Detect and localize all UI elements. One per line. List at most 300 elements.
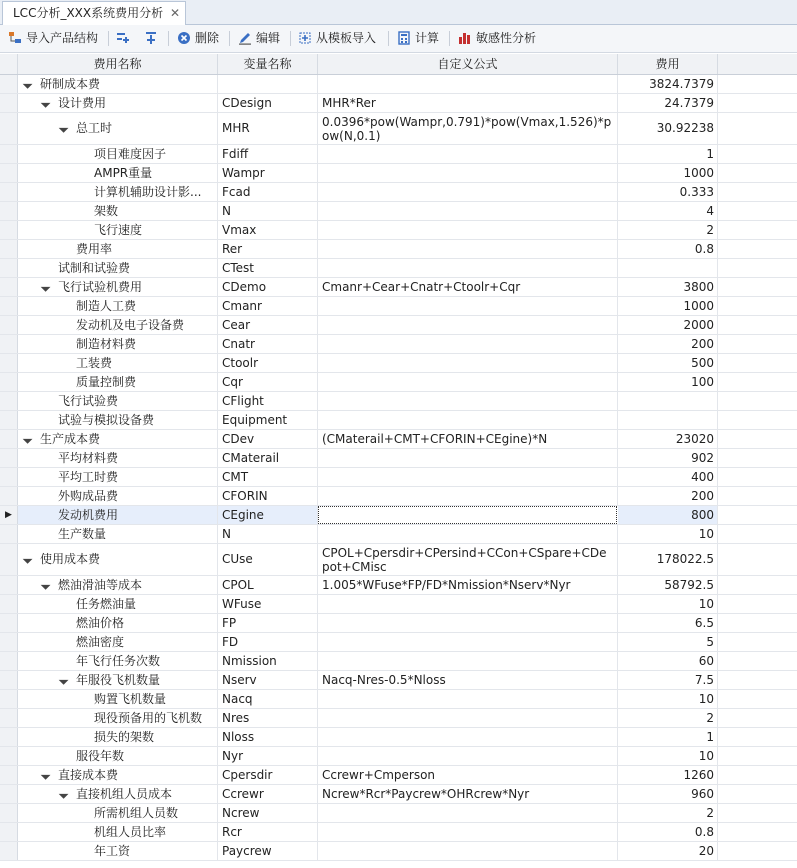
table-row[interactable]	[0, 278, 797, 297]
cell-cost-value[interactable]	[618, 221, 718, 239]
header-cost[interactable]: 费用	[618, 54, 718, 74]
cell-variable-name[interactable]	[218, 113, 318, 144]
cell-cost-name[interactable]	[18, 113, 218, 144]
cell-formula[interactable]	[318, 766, 618, 784]
cell-cost-name[interactable]	[18, 430, 218, 448]
table-row[interactable]	[0, 823, 797, 842]
cell-cost-name[interactable]	[18, 373, 218, 391]
cell-variable-name[interactable]	[218, 842, 318, 860]
table-row[interactable]	[0, 297, 797, 316]
collapse-arrow-icon[interactable]: ◢	[39, 769, 52, 782]
cell-cost-name[interactable]	[18, 766, 218, 784]
cell-cost-value[interactable]	[618, 183, 718, 201]
cell-formula[interactable]	[318, 671, 618, 689]
cell-cost-name[interactable]	[18, 614, 218, 632]
collapse-arrow-icon[interactable]: ◢	[57, 788, 70, 801]
cell-variable-name[interactable]	[218, 145, 318, 163]
table-row[interactable]	[0, 614, 797, 633]
cell-formula[interactable]	[318, 316, 618, 334]
import-template-button[interactable]: 从模板导入	[298, 29, 376, 48]
cell-cost-value[interactable]	[618, 525, 718, 543]
table-row[interactable]	[0, 145, 797, 164]
cell-cost-name[interactable]	[18, 202, 218, 220]
row-indicator[interactable]	[0, 164, 18, 182]
cell-cost-value[interactable]	[618, 468, 718, 486]
header-formula[interactable]: 自定义公式	[318, 54, 618, 74]
row-indicator[interactable]	[0, 145, 18, 163]
cell-cost-value[interactable]	[618, 671, 718, 689]
row-indicator[interactable]	[0, 75, 18, 93]
cell-cost-value[interactable]	[618, 430, 718, 448]
cell-cost-value[interactable]	[618, 785, 718, 803]
row-indicator[interactable]	[0, 411, 18, 429]
cell-formula[interactable]	[318, 747, 618, 765]
row-indicator[interactable]	[0, 633, 18, 651]
row-indicator[interactable]	[0, 823, 18, 841]
cell-cost-name[interactable]	[18, 506, 218, 524]
cell-cost-value[interactable]	[618, 316, 718, 334]
add-sibling-button[interactable]	[144, 29, 162, 48]
cell-variable-name[interactable]	[218, 373, 318, 391]
formula-text: 0.0396*pow(Wampr,0.791)*pow(Vmax,1.526)*pow(N,0.1)	[322, 115, 612, 143]
cell-variable-name[interactable]	[218, 804, 318, 822]
cell-cost-value[interactable]	[618, 240, 718, 258]
row-indicator[interactable]	[0, 240, 18, 258]
cell-cost-value[interactable]	[618, 354, 718, 372]
cell-formula[interactable]	[318, 240, 618, 258]
cost-value-text: 200	[691, 489, 714, 503]
variable-name-text: Paycrew	[222, 844, 272, 858]
cell-variable-name[interactable]	[218, 392, 318, 410]
cell-formula[interactable]	[318, 94, 618, 112]
cost-name-text: 年工资	[94, 844, 131, 858]
cell-variable-name[interactable]	[218, 766, 318, 784]
cell-cost-name[interactable]	[18, 94, 218, 112]
table-row[interactable]	[0, 373, 797, 392]
variable-name-text: CFlight	[222, 394, 264, 408]
table-row[interactable]	[0, 842, 797, 861]
row-indicator[interactable]	[0, 335, 18, 353]
cell-cost-name[interactable]	[18, 316, 218, 334]
cell-formula[interactable]	[318, 297, 618, 315]
cell-variable-name[interactable]	[218, 525, 318, 543]
cell-cost-value[interactable]	[618, 145, 718, 163]
cell-formula[interactable]	[318, 842, 618, 860]
cell-cost-name[interactable]	[18, 354, 218, 372]
table-row[interactable]	[0, 335, 797, 354]
cell-cost-name[interactable]	[18, 468, 218, 486]
collapse-arrow-icon[interactable]: ◢	[39, 281, 52, 294]
cost-name-text: 机组人员比率	[94, 825, 167, 839]
header-variable-name[interactable]: 变量名称	[218, 54, 318, 74]
table-row[interactable]	[0, 785, 797, 804]
table-row[interactable]	[0, 652, 797, 671]
cell-formula[interactable]	[318, 221, 618, 239]
cell-variable-name[interactable]	[218, 576, 318, 594]
row-indicator[interactable]	[0, 652, 18, 670]
cell-formula[interactable]	[318, 449, 618, 467]
collapse-arrow-icon[interactable]: ◢	[57, 122, 70, 135]
cost-tree-grid	[0, 54, 797, 868]
cost-value-text: 10	[698, 692, 714, 706]
cost-name-text: 发动机及电子设备费	[76, 318, 185, 332]
cell-cost-value[interactable]	[618, 75, 718, 93]
cell-formula[interactable]	[318, 544, 618, 575]
table-row[interactable]	[0, 240, 797, 259]
cell-cost-name[interactable]	[18, 747, 218, 765]
cell-cost-value[interactable]	[618, 544, 718, 575]
row-indicator[interactable]	[0, 468, 18, 486]
cell-formula[interactable]	[318, 804, 618, 822]
cell-cost-name[interactable]	[18, 804, 218, 822]
cell-cost-value[interactable]	[618, 113, 718, 144]
cell-variable-name[interactable]	[218, 614, 318, 632]
cost-name-text: 损失的架数	[94, 730, 155, 744]
variable-name-text: Fcad	[222, 185, 251, 199]
cell-cost-name[interactable]	[18, 633, 218, 651]
cell-variable-name[interactable]	[218, 487, 318, 505]
table-row[interactable]	[0, 468, 797, 487]
row-indicator[interactable]	[0, 671, 18, 689]
cell-cost-name[interactable]	[18, 335, 218, 353]
cell-variable-name[interactable]	[218, 430, 318, 448]
formula-text: CPOL+Cpersdir+CPersind+CCon+CSpare+CDepot+CMisc	[322, 546, 607, 574]
row-indicator[interactable]	[0, 183, 18, 201]
calculate-button[interactable]: 计算	[397, 29, 439, 48]
cell-variable-name[interactable]	[218, 785, 318, 803]
cell-formula[interactable]	[318, 259, 618, 277]
cell-cost-name[interactable]	[18, 487, 218, 505]
cell-cost-value[interactable]	[618, 804, 718, 822]
cell-cost-name[interactable]	[18, 75, 218, 93]
cell-cost-value[interactable]	[618, 823, 718, 841]
cell-formula[interactable]	[318, 785, 618, 803]
cell-variable-name[interactable]	[218, 164, 318, 182]
cell-formula[interactable]	[318, 430, 618, 448]
cell-formula[interactable]	[318, 823, 618, 841]
row-indicator[interactable]	[0, 747, 18, 765]
table-row[interactable]	[0, 747, 797, 766]
cost-value-text: 100	[691, 375, 714, 389]
cell-cost-name[interactable]	[18, 709, 218, 727]
cell-variable-name[interactable]	[218, 652, 318, 670]
cell-formula[interactable]	[318, 183, 618, 201]
table-row[interactable]	[0, 183, 797, 202]
row-indicator[interactable]	[0, 842, 18, 860]
cell-variable-name[interactable]	[218, 747, 318, 765]
table-row[interactable]	[0, 576, 797, 595]
cost-name-text: 所需机组人员数	[94, 806, 179, 820]
cell-variable-name[interactable]	[218, 221, 318, 239]
cell-cost-value[interactable]	[618, 335, 718, 353]
row-indicator[interactable]	[0, 278, 18, 296]
cell-cost-name[interactable]	[18, 164, 218, 182]
cell-cost-name[interactable]	[18, 183, 218, 201]
cell-cost-name[interactable]	[18, 823, 218, 841]
cell-formula[interactable]	[318, 75, 618, 93]
cell-variable-name[interactable]	[218, 297, 318, 315]
cell-cost-name[interactable]	[18, 842, 218, 860]
cost-value-text: 58792.5	[664, 578, 714, 592]
cell-variable-name[interactable]	[218, 316, 318, 334]
cost-value-text: 3800	[683, 280, 714, 294]
cell-formula[interactable]	[318, 354, 618, 372]
cell-variable-name[interactable]	[218, 278, 318, 296]
sensitivity-analysis-button[interactable]: 敏感性分析	[458, 29, 536, 48]
row-indicator[interactable]	[0, 690, 18, 708]
row-indicator[interactable]	[0, 595, 18, 613]
cell-variable-name[interactable]	[218, 75, 318, 93]
table-row[interactable]	[0, 690, 797, 709]
cell-variable-name[interactable]	[218, 506, 318, 524]
table-row[interactable]	[0, 709, 797, 728]
table-row[interactable]	[0, 766, 797, 785]
cell-cost-value[interactable]	[618, 411, 718, 429]
table-row[interactable]	[0, 164, 797, 183]
cell-formula[interactable]	[318, 633, 618, 651]
cell-formula[interactable]	[318, 690, 618, 708]
cell-cost-value[interactable]	[618, 595, 718, 613]
cell-formula[interactable]	[318, 468, 618, 486]
table-row[interactable]	[0, 671, 797, 690]
cell-cost-value[interactable]	[618, 449, 718, 467]
table-row[interactable]	[0, 506, 797, 525]
cell-variable-name[interactable]	[218, 240, 318, 258]
cost-value-text: 1260	[683, 768, 714, 782]
cell-formula[interactable]	[318, 506, 617, 524]
cell-cost-value[interactable]	[618, 652, 718, 670]
row-indicator[interactable]	[0, 614, 18, 632]
table-row[interactable]	[0, 804, 797, 823]
cost-name-text: 直接机组人员成本	[76, 787, 173, 801]
cost-value-text: 2	[706, 711, 714, 725]
row-indicator[interactable]	[0, 392, 18, 410]
cell-cost-value[interactable]	[618, 278, 718, 296]
cell-cost-value[interactable]	[618, 506, 718, 524]
cell-formula[interactable]	[318, 373, 618, 391]
cell-cost-name[interactable]	[18, 297, 218, 315]
cell-formula[interactable]	[318, 525, 618, 543]
row-indicator[interactable]	[0, 202, 18, 220]
row-indicator[interactable]	[0, 576, 18, 594]
cell-cost-name[interactable]	[18, 728, 218, 746]
row-indicator[interactable]	[0, 766, 18, 784]
table-row[interactable]	[0, 544, 797, 576]
formula-text: 1.005*WFuse*FP/FD*Nmission*Nserv*Nyr	[322, 578, 571, 592]
cost-value-text: 20	[698, 844, 714, 858]
cell-formula[interactable]	[318, 335, 618, 353]
row-indicator[interactable]	[0, 113, 18, 144]
row-indicator[interactable]	[0, 785, 18, 803]
cell-cost-value[interactable]	[618, 709, 718, 727]
cell-variable-name[interactable]	[218, 183, 318, 201]
table-row[interactable]	[0, 595, 797, 614]
row-indicator[interactable]	[0, 221, 18, 239]
header-cost-name[interactable]: 费用名称	[18, 54, 218, 74]
cost-value-text: 500	[691, 356, 714, 370]
cell-cost-value[interactable]	[618, 842, 718, 860]
table-row[interactable]	[0, 411, 797, 430]
cell-formula[interactable]	[318, 728, 618, 746]
edit-button[interactable]: 编辑	[238, 29, 280, 48]
cell-cost-value[interactable]	[618, 297, 718, 315]
cell-cost-value[interactable]	[618, 373, 718, 391]
table-row[interactable]	[0, 392, 797, 411]
table-row[interactable]	[0, 259, 797, 278]
cell-variable-name[interactable]	[218, 449, 318, 467]
cell-cost-value[interactable]	[618, 728, 718, 746]
cell-formula[interactable]	[318, 202, 618, 220]
cell-formula[interactable]	[318, 392, 618, 410]
separator	[449, 31, 450, 46]
row-indicator[interactable]	[0, 430, 18, 448]
table-row[interactable]	[0, 728, 797, 747]
collapse-arrow-icon[interactable]: ◢	[39, 579, 52, 592]
collapse-arrow-icon[interactable]: ◢	[21, 433, 34, 446]
table-row[interactable]	[0, 113, 797, 145]
collapse-arrow-icon[interactable]: ◢	[21, 553, 34, 566]
cell-cost-value[interactable]	[618, 633, 718, 651]
cell-cost-name[interactable]	[18, 278, 218, 296]
cell-cost-name[interactable]	[18, 785, 218, 803]
cell-variable-name[interactable]	[218, 354, 318, 372]
row-indicator[interactable]	[0, 373, 18, 391]
cell-formula[interactable]	[318, 614, 618, 632]
table-row[interactable]	[0, 633, 797, 652]
row-indicator[interactable]	[0, 728, 18, 746]
cell-variable-name[interactable]	[218, 633, 318, 651]
cell-formula[interactable]	[318, 113, 618, 144]
cell-variable-name[interactable]	[218, 411, 318, 429]
cell-cost-name[interactable]	[18, 652, 218, 670]
row-indicator[interactable]	[0, 525, 18, 543]
cell-variable-name[interactable]	[218, 468, 318, 486]
row-indicator[interactable]	[0, 316, 18, 334]
table-row[interactable]	[0, 430, 797, 449]
cell-variable-name[interactable]	[218, 544, 318, 575]
table-row[interactable]	[0, 354, 797, 373]
cell-cost-name[interactable]	[18, 221, 218, 239]
cell-formula[interactable]	[318, 411, 618, 429]
row-indicator[interactable]	[0, 544, 18, 575]
variable-name-text: FD	[222, 635, 239, 649]
cell-cost-value[interactable]	[618, 766, 718, 784]
variable-name-text: Cqr	[222, 375, 243, 389]
cell-cost-name[interactable]	[18, 259, 218, 277]
cell-cost-name[interactable]	[18, 525, 218, 543]
collapse-arrow-icon[interactable]: ◢	[39, 97, 52, 110]
variable-name-text: CEgine	[222, 508, 264, 522]
cell-formula[interactable]	[318, 709, 618, 727]
add-child-button[interactable]	[116, 29, 134, 48]
table-row[interactable]	[0, 221, 797, 240]
cell-cost-value[interactable]	[618, 202, 718, 220]
cost-name-text: 年服役飞机数量	[76, 673, 161, 687]
cost-value-text: 4	[706, 204, 714, 218]
close-icon[interactable]: ✕	[170, 6, 181, 20]
row-indicator[interactable]	[0, 449, 18, 467]
cell-cost-name[interactable]	[18, 145, 218, 163]
table-row[interactable]	[0, 94, 797, 113]
cell-variable-name[interactable]	[218, 690, 318, 708]
table-row[interactable]	[0, 316, 797, 335]
import-structure-button[interactable]: 导入产品结构	[8, 29, 98, 48]
cell-variable-name[interactable]	[218, 823, 318, 841]
cell-cost-value[interactable]	[618, 259, 718, 277]
cell-formula[interactable]	[318, 576, 618, 594]
row-indicator[interactable]	[0, 94, 18, 112]
cell-formula[interactable]	[318, 487, 618, 505]
cell-variable-name[interactable]	[218, 94, 318, 112]
delete-button[interactable]: 删除	[177, 29, 219, 48]
row-indicator[interactable]	[0, 709, 18, 727]
cell-cost-value[interactable]	[618, 576, 718, 594]
cell-variable-name[interactable]	[218, 671, 318, 689]
cell-variable-name[interactable]	[218, 595, 318, 613]
table-row[interactable]	[0, 449, 797, 468]
cell-cost-name[interactable]	[18, 449, 218, 467]
cell-variable-name[interactable]	[218, 335, 318, 353]
cell-formula[interactable]	[318, 652, 618, 670]
cell-cost-name[interactable]	[18, 411, 218, 429]
cell-cost-value[interactable]	[618, 614, 718, 632]
cell-cost-name[interactable]	[18, 671, 218, 689]
cell-cost-name[interactable]	[18, 690, 218, 708]
cell-cost-value[interactable]	[618, 94, 718, 112]
add-row-icon	[116, 31, 130, 45]
cell-cost-value[interactable]	[618, 747, 718, 765]
variable-name-text: Rer	[222, 242, 243, 256]
cell-cost-name[interactable]	[18, 544, 218, 575]
tab-lcc-analysis[interactable]	[2, 1, 186, 25]
variable-name-text: CDesign	[222, 96, 272, 110]
cell-cost-value[interactable]	[618, 487, 718, 505]
cost-value-text: 960	[691, 787, 714, 801]
row-indicator[interactable]	[0, 259, 18, 277]
collapse-arrow-icon[interactable]: ◢	[57, 674, 70, 687]
row-indicator[interactable]	[0, 297, 18, 315]
table-row[interactable]	[0, 202, 797, 221]
cell-cost-name[interactable]	[18, 595, 218, 613]
row-indicator[interactable]	[0, 506, 18, 524]
cost-name-text: AMPR重量	[94, 166, 153, 180]
table-row[interactable]	[0, 487, 797, 506]
cell-cost-value[interactable]	[618, 690, 718, 708]
cell-variable-name[interactable]	[218, 259, 318, 277]
cell-cost-value[interactable]	[618, 164, 718, 182]
table-row[interactable]	[0, 75, 797, 94]
row-indicator[interactable]	[0, 487, 18, 505]
cell-formula[interactable]	[318, 278, 618, 296]
collapse-arrow-icon[interactable]: ◢	[21, 78, 34, 91]
cost-value-text: 5	[706, 635, 714, 649]
cell-cost-name[interactable]	[18, 392, 218, 410]
cell-formula[interactable]	[318, 145, 618, 163]
cell-variable-name[interactable]	[218, 728, 318, 746]
cell-formula[interactable]	[318, 595, 618, 613]
variable-name-text: Ccrewr	[222, 787, 264, 801]
cell-variable-name[interactable]	[218, 202, 318, 220]
table-row[interactable]	[0, 525, 797, 544]
cell-cost-name[interactable]	[18, 240, 218, 258]
row-indicator[interactable]	[0, 804, 18, 822]
cell-variable-name[interactable]	[218, 709, 318, 727]
cell-formula[interactable]	[318, 164, 618, 182]
cell-cost-value[interactable]	[618, 392, 718, 410]
cell-cost-name[interactable]	[18, 576, 218, 594]
variable-name-text: Equipment	[222, 413, 288, 427]
row-indicator[interactable]	[0, 354, 18, 372]
